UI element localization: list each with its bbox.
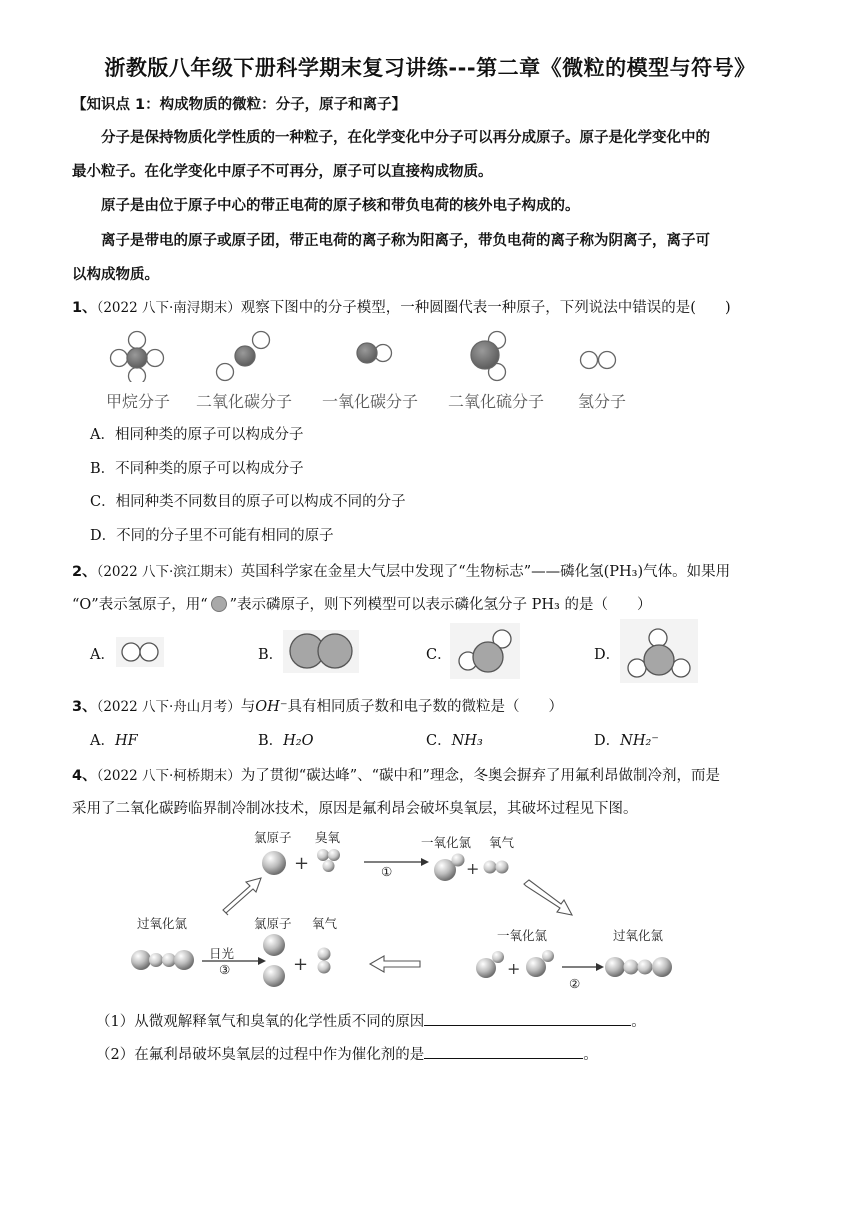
molecule-label: 一氧化碳分子 [322,392,419,411]
label-step2: ② [569,976,581,991]
chlorine-monoxide-right [476,951,504,978]
q1-option-d: D．不同的分子里不可能有相同的原子 [90,528,334,544]
q3-option-c: C．NH₃ [426,733,483,749]
hydrogen-model [581,352,616,369]
knowledge-point-heading: 【知识点 1：构成物质的微粒：分子，原子和离子】 [72,97,407,113]
q2-model-c [450,623,520,679]
question-4-stem-line2: 采用了二氧化碳跨临界制冷制冰技术，原因是氟利昂会破坏臭氧层，其破坏过程见下图。 [72,801,638,817]
label-peroxide-right: 过氧化氯 [613,928,664,943]
q1-option-b: B．不同种类的原子可以构成分子 [90,461,304,477]
chlorine-monoxide-top [434,854,465,882]
chlorine-monoxide-right-2 [526,950,554,977]
hollow-arrow-down [524,880,572,915]
carbon-monoxide-model [357,343,392,363]
answer-blank-1[interactable] [424,1011,631,1026]
q3-option-a: A．HF [90,733,138,749]
hollow-arrow-left [370,956,420,972]
ozone-molecule [317,849,340,872]
label-chlorine-atom-mid: 氯原子 [254,916,292,931]
label-chlorine-atom-top: 氯原子 [254,830,292,845]
q4-sub1: （1）从微观解释氧气和臭氧的化学性质不同的原因 。 [96,1006,816,1039]
q1-option-a: A．相同种类的原子可以构成分子 [90,427,304,443]
label-step3: ③ [219,962,231,977]
oxygen-molecule-top [484,861,509,874]
label-oxygen-mid: 氧气 [312,916,338,931]
q2-model-b [283,630,359,673]
paragraph-line: 离子是带电的原子或原子团，带正电荷的离子称为阳离子，带负电荷的离子称为阴离子，离子可 [101,232,710,249]
chlorine-peroxide-left [131,950,194,970]
label-oxygen-top: 氧气 [489,835,515,850]
q3-option-d: D．NH₂⁻ [594,733,659,749]
question-2-stem: 2、（2022 八下·滨江期末）英国科学家在金星大气层中发现了“生物标志”——磷化氢(PH₃)气体。如果用 [72,564,731,580]
label-ozone: 臭氧 [315,830,341,845]
sulfur-dioxide-model [471,332,506,381]
label-clo-top: 一氧化氯 [421,835,472,850]
q2-model-a [116,637,164,667]
step1-arrow [364,858,429,866]
q2-option-b: B． [258,647,284,663]
paragraph-line: 以构成物质。 [72,266,159,283]
phosphorus-atom-icon [208,596,230,612]
question-3-stem: 3、（2022 八下·舟山月考）与OH⁻具有相同质子数和电子数的微粒是（ ） [72,699,563,715]
methane-model [111,332,164,383]
q2-option-c: C． [426,647,452,663]
molecule-label: 甲烷分子 [106,392,171,411]
question-2-stem-line2: “O”表示氢原子，用“ ”表示磷原子，则下列模型可以表示磷化氢分子 PH₃ 的是（ ） [72,597,652,613]
ozone-destruction-diagram [120,822,690,998]
oxygen-molecule-mid [318,948,331,974]
q1-option-c: C．相同种类不同数目的原子可以构成不同的分子 [90,494,406,510]
carbon-dioxide-model [217,332,270,381]
molecule-label: 氢分子 [578,392,627,411]
paragraph-line: 最小粒子。在化学变化中原子不可再分，原子可以直接构成物质。 [72,163,493,180]
paragraph-line: 分子是保持物质化学性质的一种粒子，在化学变化中分子可以再分成原子。原子是化学变化中的 [101,129,710,146]
label-clo-right: 一氧化氯 [497,928,548,943]
chlorine-atom-top [262,851,286,875]
molecule-label: 二氧化硫分子 [448,392,545,411]
label-peroxide-left: 过氧化氯 [137,916,188,931]
svg-text:+: + [466,859,480,878]
question-4-stem: 4、（2022 八下·柯桥期末）为了贯彻“碳达峰”、“碳中和”理念，冬奥会摒弃了用氟利昂做制冷剂，而是 [72,768,720,784]
hollow-arrow-up [223,878,261,915]
answer-blank-2[interactable] [424,1044,583,1059]
q2-model-d [620,619,698,683]
q2-option-d: D． [594,647,621,663]
molecule-label: 二氧化碳分子 [196,392,293,411]
chlorine-atoms-mid [263,934,285,987]
svg-text:+: + [294,853,310,874]
q3-option-b: B．H₂O [258,733,314,749]
svg-text:+: + [293,954,309,975]
step2-arrow [562,963,604,971]
label-step1: ① [381,864,393,879]
molecule-models-figure [100,330,660,382]
question-1-stem: 1、（2022 八下·南浔期末）观察下图中的分子模型，一种圆圈代表一种原子，下列说法中错误的是( ) [72,300,731,316]
page-title: 浙教版八年级下册科学期末复习讲练---第二章《微粒的模型与符号》 [104,56,756,80]
chlorine-peroxide-right [605,957,672,977]
paragraph-line: 原子是由位于原子中心的带正电荷的原子核和带负电荷的核外电子构成的。 [101,197,580,214]
svg-text:+: + [507,959,521,978]
label-sunlight: 日光 [209,946,235,961]
q2-option-a: A． [90,647,115,663]
q4-sub2: （2）在氟利昂破坏臭氧层的过程中作为催化剂的是 。 [96,1039,816,1072]
